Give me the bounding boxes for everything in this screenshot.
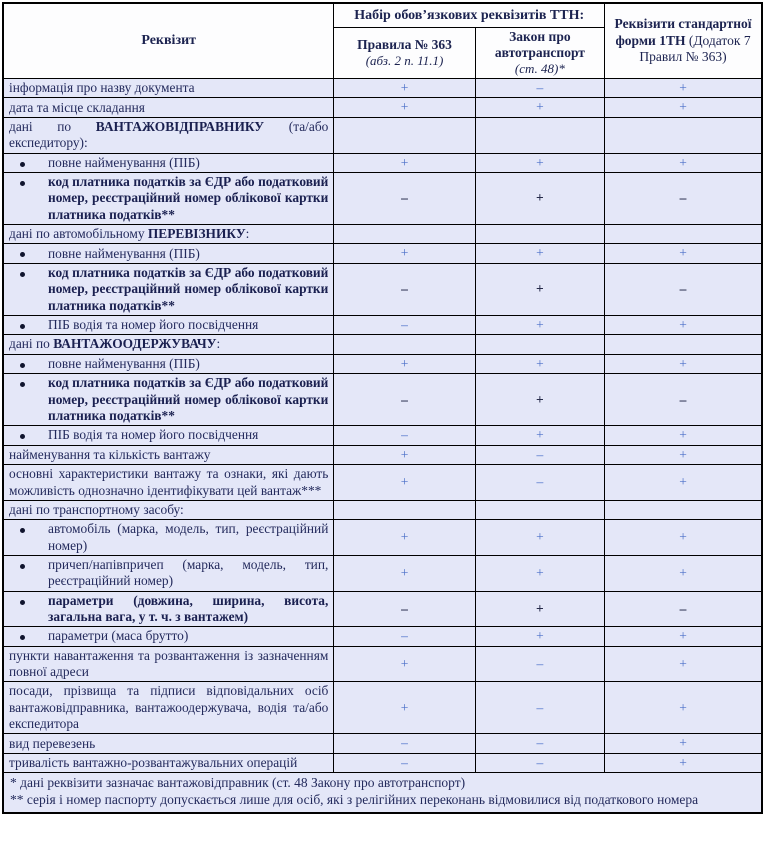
mark-cell: +	[475, 244, 604, 263]
mark-cell	[475, 225, 604, 244]
mark-cell: +	[475, 263, 604, 315]
mark-cell	[605, 335, 762, 354]
mark-cell: –	[475, 734, 604, 753]
header-requisite: Реквізит	[3, 3, 334, 78]
row-label: найменування та кількість вантажу	[3, 445, 334, 464]
header-rules-title: Правила № 363	[357, 37, 452, 53]
mark-cell	[475, 117, 604, 153]
mark-cell: –	[475, 753, 604, 772]
mark-cell: +	[605, 465, 762, 501]
mark-cell: +	[334, 646, 475, 682]
bullet-icon	[20, 635, 25, 640]
table-row	[3, 646, 762, 682]
mark-cell: –	[334, 263, 475, 315]
mark-cell: +	[605, 244, 762, 263]
row-label: повне найменування (ПІБ)	[3, 153, 334, 172]
bullet-icon	[20, 252, 25, 257]
mark-cell: –	[475, 682, 604, 734]
table-row	[3, 78, 762, 97]
table-row	[3, 153, 762, 172]
footnote-double-asterisk: ** серія і номер паспорту допускається лише для осіб, які з релігійних переконань відмовилися від податкового номера	[10, 792, 699, 808]
table-row	[3, 734, 762, 753]
row-label: автомобіль (марка, модель, тип, реєстраційний номер)	[3, 520, 334, 556]
mark-cell	[334, 335, 475, 354]
table-row	[3, 374, 762, 426]
mark-cell	[334, 500, 475, 519]
row-label: код платника податків за ЄДР або податковий номер, реєстраційний номер облікової картки платника податків**	[3, 173, 334, 225]
bullet-icon	[20, 528, 25, 533]
mark-cell: –	[475, 465, 604, 501]
table-footer	[3, 773, 762, 813]
mark-cell: +	[605, 153, 762, 172]
mark-cell: –	[334, 734, 475, 753]
row-label: дані по ВАНТАЖООДЕРЖУВАЧУ:	[3, 335, 334, 354]
row-label: дані по транспортному засобу:	[3, 500, 334, 519]
row-label: код платника податків за ЄДР або податковий номер, реєстраційний номер облікової картки платника податків**	[3, 374, 334, 426]
mark-cell	[334, 117, 475, 153]
mark-cell	[334, 225, 475, 244]
table-row	[3, 354, 762, 373]
mark-cell: +	[605, 520, 762, 556]
row-label: ПІБ водія та номер його посвідчення	[3, 315, 334, 334]
mark-cell: +	[605, 98, 762, 117]
mark-cell: –	[334, 173, 475, 225]
mark-cell: +	[334, 78, 475, 97]
mark-cell	[475, 500, 604, 519]
mark-cell: +	[605, 682, 762, 734]
row-label: параметри (маса брутто)	[3, 627, 334, 646]
row-label: код платника податків за ЄДР або податковий номер, реєстраційний номер облікової картки платника податків**	[3, 263, 334, 315]
bullet-icon	[20, 324, 25, 329]
table-row	[3, 225, 762, 244]
row-label: вид перевезень	[3, 734, 334, 753]
table-row	[3, 445, 762, 464]
mark-cell: +	[605, 753, 762, 772]
table-row	[3, 426, 762, 445]
footnotes-row	[3, 773, 762, 813]
row-label: повне найменування (ПІБ)	[3, 244, 334, 263]
bullet-icon	[20, 382, 25, 387]
mark-cell: +	[605, 78, 762, 97]
table-row	[3, 335, 762, 354]
header-law-autotransport	[475, 28, 604, 79]
mark-cell: –	[334, 627, 475, 646]
table-row	[3, 682, 762, 734]
header-group-mandatory-ttn: Набір обов’язкових реквізитів ТТН:	[334, 3, 605, 28]
row-label: посади, прізвища та підписи відповідальних осіб вантажовідправника, вантажоодержувача, водія та/або експедитора	[3, 682, 334, 734]
mark-cell: –	[334, 315, 475, 334]
mark-cell: –	[475, 78, 604, 97]
mark-cell	[605, 117, 762, 153]
mark-cell: +	[334, 465, 475, 501]
mark-cell: –	[605, 263, 762, 315]
mark-cell: +	[475, 354, 604, 373]
mark-cell: +	[475, 426, 604, 445]
table-row	[3, 500, 762, 519]
mark-cell: –	[334, 374, 475, 426]
mark-cell: +	[605, 646, 762, 682]
table-row	[3, 98, 762, 117]
mark-cell	[475, 335, 604, 354]
mark-cell: +	[334, 153, 475, 172]
table-row	[3, 315, 762, 334]
mark-cell: +	[334, 445, 475, 464]
mark-cell: –	[475, 646, 604, 682]
mark-cell: +	[475, 591, 604, 627]
mark-cell: +	[605, 445, 762, 464]
mark-cell: –	[605, 374, 762, 426]
row-label: повне найменування (ПІБ)	[3, 354, 334, 373]
bullet-icon	[20, 434, 25, 439]
mark-cell: +	[475, 173, 604, 225]
mark-cell: +	[475, 555, 604, 591]
row-label: причеп/напівпричеп (марка, модель, тип, реєстраційний номер)	[3, 555, 334, 591]
mark-cell: +	[475, 153, 604, 172]
mark-cell: +	[475, 315, 604, 334]
mark-cell: –	[334, 591, 475, 627]
table-row	[3, 173, 762, 225]
mark-cell: –	[334, 426, 475, 445]
row-label: основні характеристики вантажу та ознаки, які дають можливість однозначно ідентифікувати цей вантаж***	[3, 465, 334, 501]
row-label: дані по ВАНТАЖОВІДПРАВНИКУ (та/або експедитору):	[3, 117, 334, 153]
mark-cell: +	[475, 98, 604, 117]
table-row	[3, 244, 762, 263]
table-row	[3, 753, 762, 772]
row-label: тривалість вантажно-розвантажувальних операцій	[3, 753, 334, 772]
header-law-title: Закон про автотранспорт	[494, 29, 585, 61]
bullet-icon	[20, 363, 25, 368]
bullet-icon	[20, 564, 25, 569]
header-form-bold-text: Реквізити стандартної форми 1ТН	[614, 16, 752, 48]
mark-cell: +	[605, 354, 762, 373]
header-law-subtitle: (ст. 48)*	[514, 61, 565, 77]
mark-cell: +	[334, 354, 475, 373]
row-label: параметри (довжина, ширина, висота, загальна вага, у т. ч. з вантажем)	[3, 591, 334, 627]
bullet-icon	[20, 600, 25, 605]
mark-cell: +	[475, 627, 604, 646]
footnote-asterisk: * дані реквізити зазначає вантажовідправник (ст. 48 Закону про автотранспорт)	[10, 775, 466, 791]
footnotes-cell	[3, 773, 762, 813]
mark-cell: +	[605, 734, 762, 753]
bullet-icon	[20, 162, 25, 167]
mark-cell	[605, 225, 762, 244]
mark-cell: –	[605, 173, 762, 225]
mark-cell: +	[605, 426, 762, 445]
header-standard-form-1tn	[605, 3, 762, 78]
header-rules-subtitle: (абз. 2 п. 11.1)	[365, 53, 444, 69]
mark-cell: +	[334, 682, 475, 734]
row-label: пункти навантаження та розвантаження із зазначенням повної адреси	[3, 646, 334, 682]
row-label: дата та місце складання	[3, 98, 334, 117]
table-row	[3, 591, 762, 627]
mark-cell: +	[334, 520, 475, 556]
mark-cell: +	[475, 520, 604, 556]
row-label: інформація про назву документа	[3, 78, 334, 97]
table-row	[3, 263, 762, 315]
bullet-icon	[20, 272, 25, 277]
table-row	[3, 117, 762, 153]
ttn-requisites-table	[2, 2, 763, 814]
mark-cell: +	[605, 555, 762, 591]
table-row	[3, 465, 762, 501]
bullet-icon	[20, 181, 25, 186]
mark-cell: +	[334, 244, 475, 263]
header-form-note-text: (Додаток 7 Правил № 363)	[639, 32, 751, 65]
header-rules-363	[334, 28, 475, 79]
table-row	[3, 555, 762, 591]
mark-cell: +	[475, 374, 604, 426]
mark-cell: +	[605, 315, 762, 334]
mark-cell: +	[334, 98, 475, 117]
table-row	[3, 520, 762, 556]
mark-cell: –	[475, 445, 604, 464]
mark-cell: +	[334, 555, 475, 591]
mark-cell: +	[605, 627, 762, 646]
row-label: ПІБ водія та номер його посвідчення	[3, 426, 334, 445]
mark-cell: –	[605, 591, 762, 627]
row-label: дані по автомобільному ПЕРЕВІЗНИКУ:	[3, 225, 334, 244]
table-header	[3, 3, 762, 78]
mark-cell: –	[334, 753, 475, 772]
table-body	[3, 78, 762, 772]
mark-cell	[605, 500, 762, 519]
table-row	[3, 627, 762, 646]
